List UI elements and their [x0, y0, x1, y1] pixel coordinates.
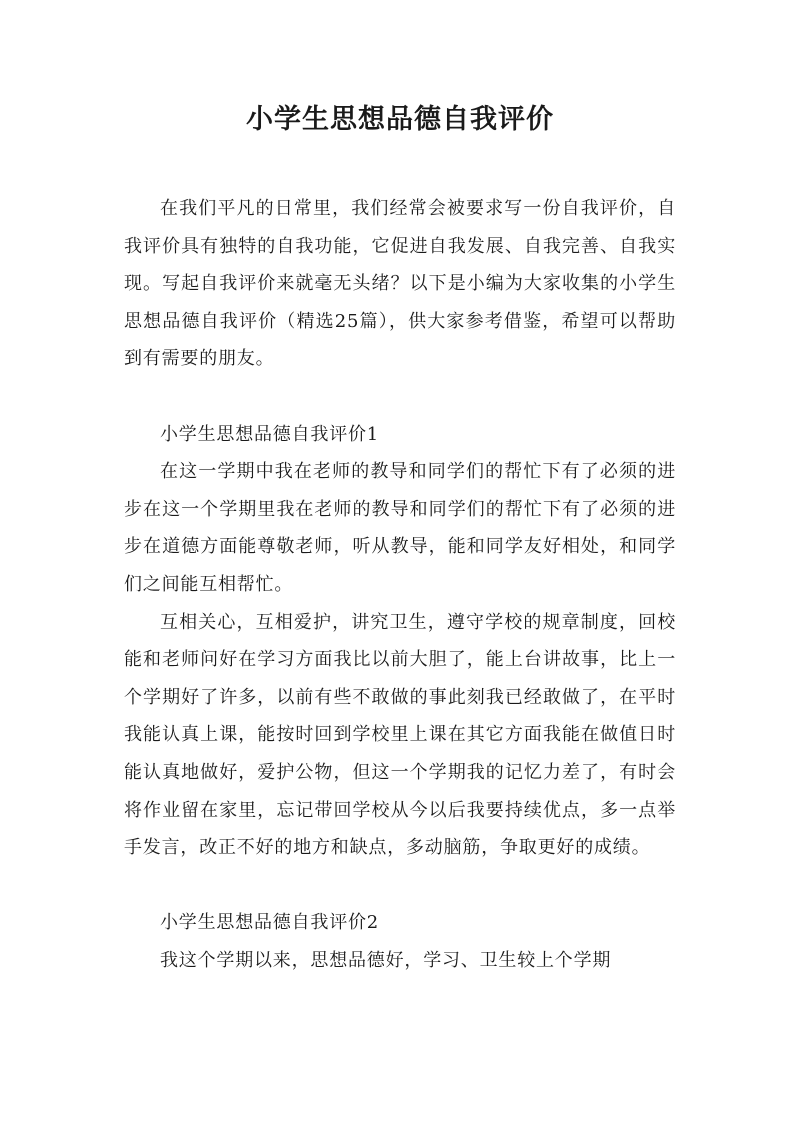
document-title: 小学生思想品德自我评价 — [246, 104, 554, 135]
section-spacer — [124, 378, 676, 416]
document-body — [124, 190, 676, 979]
intro-paragraph: 在我们平凡的日常里，我们经常会被要求写一份自我评价，自我评价具有独特的自我功能，它促进自我发展、自我完善、自我实现。写起自我评价来就毫无头绪？以下是小编为大家收集的小学生思想品德自我评价（精选25篇），供大家参考借鉴，希望可以帮助到有需要的朋友。 — [124, 198, 676, 370]
section-heading: 小学生思想品德自我评价1 — [160, 423, 380, 445]
section-paragraph: 在这一学期中我在老师的教导和同学们的帮忙下有了必须的进步在这一个学期里我在老师的教导和同学们的帮忙下有了必须的进步在道德方面能尊敬老师，听从教导，能和同学友好相处，和同学们之间能互相帮忙。 — [124, 461, 676, 595]
section-spacer — [124, 867, 676, 905]
section-heading: 小学生思想品德自我评价2 — [160, 912, 380, 934]
section-paragraph: 互相关心，互相爱护，讲究卫生，遵守学校的规章制度，回校能和老师问好在学习方面我比以前大胆了，能上台讲故事，比上一个学期好了许多，以前有些不敢做的事此刻我已经敢做了，在平时我能认真上课，能按时回到学校里上课在其它方面我能在做值日时能认真地做好，爱护公物，但这一个学期我的记忆力差了，有时会将作业留在家里，忘记带回学校从今以后我要持续优点，多一点举手发言，改正不好的地方和缺点，多动脑筋，争取更好的成绩。 — [124, 611, 676, 859]
section-paragraph: 我这个学期以来，思想品德好，学习、卫生较上个学期 — [160, 949, 612, 971]
